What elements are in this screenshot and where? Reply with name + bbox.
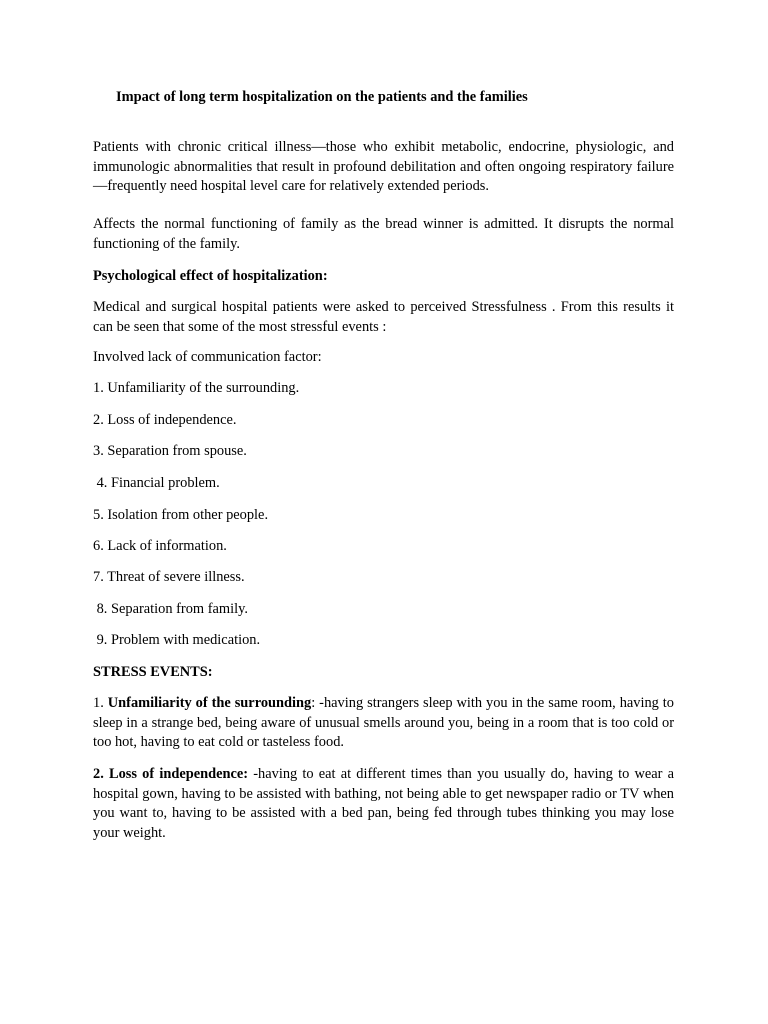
list-item: 8. Separation from family. bbox=[93, 601, 248, 617]
event1-label: Unfamiliarity of the surrounding bbox=[107, 695, 312, 711]
family-paragraph: Affects the normal functioning of family as the bread winner is admitted. It disrupts the normal functioning of the family. bbox=[93, 216, 674, 252]
document-title: Impact of long term hospitalization on the patients and the families bbox=[116, 89, 528, 105]
list-item: 7. Threat of severe illness. bbox=[93, 569, 245, 585]
event2-label: 2. Loss of independence: bbox=[93, 766, 249, 782]
intro-paragraph: Patients with chronic critical illness—those who exhibit metabolic, endocrine, physiologic, and immunologic abnormalities that result in profound debilitation and often ongoing respiratory failure—frequently need hospital level care for relatively extended periods. bbox=[93, 139, 674, 194]
list-item: 9. Problem with medication. bbox=[93, 632, 261, 648]
list-item: 6. Lack of information. bbox=[93, 538, 227, 554]
list-item: 1. Unfamiliarity of the surrounding. bbox=[93, 380, 300, 396]
psych-paragraph: Medical and surgical hospital patients were asked to perceived Stressfulness . From this results it can be seen that some of the most stressful events : bbox=[93, 299, 674, 335]
event1-prefix: 1. bbox=[93, 695, 108, 711]
stress-event-1 bbox=[93, 694, 674, 753]
event2-text: -having to eat at different times than you usually do, having to wear a hospital gown, having to be assisted with bathing, not being able to get newspaper radio or TV when you want to, having to be assisted with a bed pan, being fed through tubes thinking you may lose your weight. bbox=[93, 766, 674, 841]
event1-text: : -having strangers sleep with you in the same room, having to sleep in a strange bed, being aware of unusual smells around you, being in a room that is too cold or too hot, having to eat cold or tasteless food. bbox=[93, 695, 675, 750]
psych-heading: Psychological effect of hospitalization: bbox=[93, 268, 328, 284]
list-item: 3. Separation from spouse. bbox=[93, 443, 247, 459]
comm-factor-line: Involved lack of communication factor: bbox=[93, 349, 322, 365]
list-item: 5. Isolation from other people. bbox=[93, 507, 269, 523]
stress-heading: STRESS EVENTS: bbox=[93, 664, 213, 680]
stress-event-2 bbox=[93, 765, 674, 843]
list-item: 4. Financial problem. bbox=[93, 475, 220, 491]
list-item: 2. Loss of independence. bbox=[93, 412, 237, 428]
